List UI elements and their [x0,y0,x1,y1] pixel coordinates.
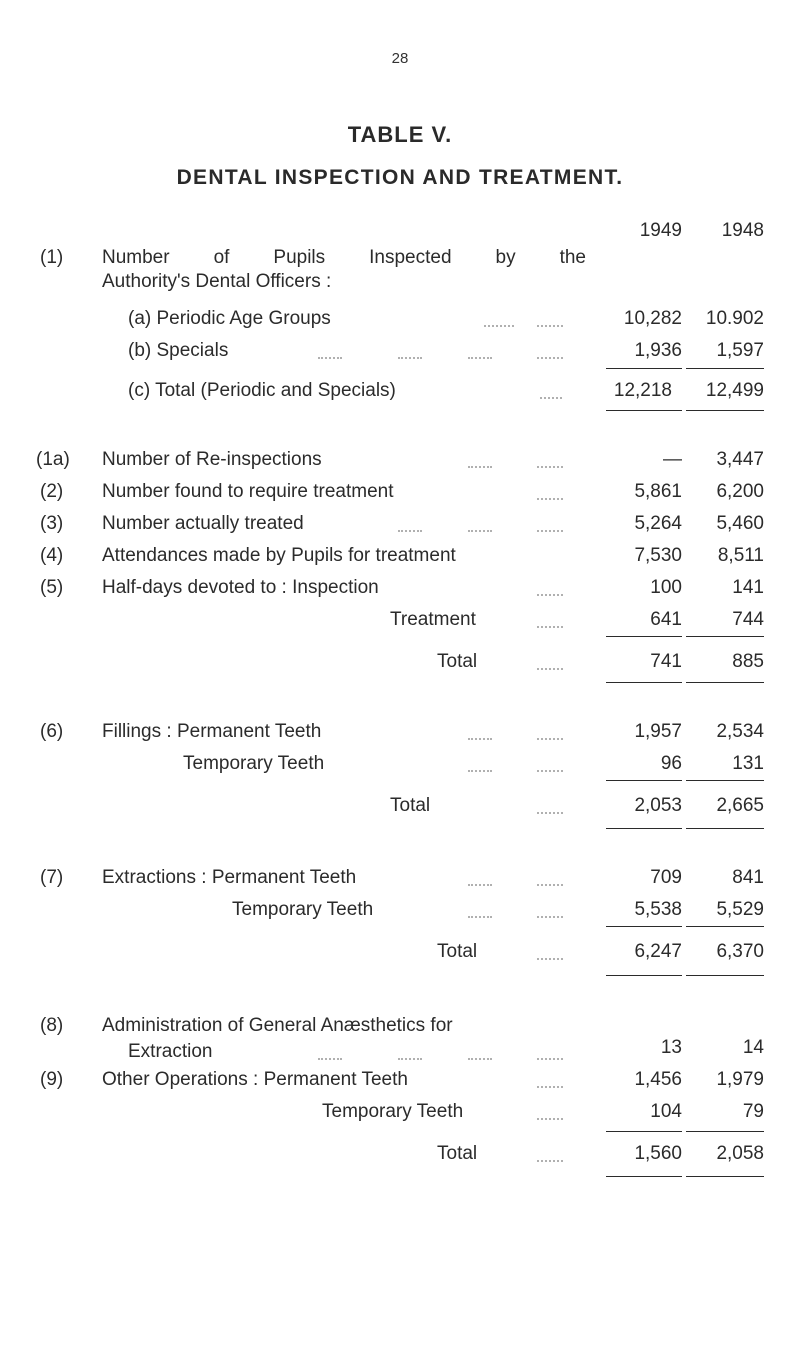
row-label: Number of Re-inspections [102,449,322,470]
value-1949: 2,053 [634,795,682,816]
value-1948: 8,511 [717,545,764,566]
row-number: (1) [40,247,64,268]
value-1949: — [663,449,682,470]
row-number: (2) [40,481,64,502]
value-1949: 104 [650,1101,682,1122]
value-1948: 2,665 [716,795,764,816]
leader-dots [537,355,563,359]
leader-dots [468,736,492,740]
leader-dots [537,592,563,596]
value-1949: 6,247 [634,941,682,962]
value-1948: 2,058 [716,1143,764,1164]
row-label: Temporary Teeth [183,753,325,774]
value-1948: 3,447 [716,449,764,470]
row-number: (5) [40,577,64,598]
row-label: Temporary Teeth [232,899,374,920]
leader-dots [537,882,563,886]
row-number: (3) [40,513,64,534]
row-label: (a) Periodic Age Groups [128,308,331,329]
value-1949: 5,861 [634,481,682,502]
sum-rule [606,682,682,683]
leader-dots [468,914,492,918]
sum-rule [606,368,682,369]
leader-dots [537,768,563,772]
leader-dots [537,528,563,532]
value-1949: 7,530 [634,545,682,566]
page-number: 28 [391,50,409,67]
value-1948: 5,529 [716,899,764,920]
leader-dots [318,1056,342,1060]
sum-rule [606,780,682,781]
value-1949: 1,936 [634,340,682,361]
row-label: Administration of General Anæsthetics for [102,1015,453,1036]
leader-dots [468,355,492,359]
value-1948: 10.902 [705,308,764,329]
row-label: Total [437,1143,478,1164]
value-1948: 141 [732,577,764,598]
leader-dots [398,355,422,359]
row-label: Extractions : Permanent Teeth [102,867,357,888]
row-label: Number actually treated [102,513,304,534]
value-1949: 641 [650,609,682,630]
leader-dots [537,956,563,960]
value-1949: 5,538 [634,899,682,920]
row-number: (4) [40,545,64,566]
table-subtitle: DENTAL INSPECTION AND TREATMENT. [176,166,624,189]
row-label: Total [437,651,478,672]
row-label: Attendances made by Pupils for treatment [102,545,456,566]
row-label: Treatment [390,609,476,630]
value-1948: 12,499 [705,380,764,401]
leader-dots [318,355,342,359]
value-1949: 12,218 [613,380,672,401]
value-1949: 96 [660,753,682,774]
leader-dots [537,496,563,500]
leader-dots [468,528,492,532]
row-number: (9) [40,1069,64,1090]
row-label: Other Operations : Permanent Teeth [102,1069,408,1090]
sum-rule [606,926,682,927]
leader-dots [537,1158,563,1162]
row-label: Total [437,941,478,962]
leader-dots [468,768,492,772]
leader-dots [537,914,563,918]
value-1948: 14 [742,1037,764,1058]
value-1949: 13 [660,1037,682,1058]
leader-dots [468,882,492,886]
value-1949: 1,560 [634,1143,682,1164]
sum-rule [686,1176,764,1177]
row-label: (b) Specials [128,340,229,361]
row-label: Authority's Dental Officers : [102,271,332,292]
table-title: TABLE V. [347,122,453,147]
value-1949: 1,957 [634,721,682,742]
value-1949: 741 [650,651,682,672]
value-1948: 885 [732,651,764,672]
value-1949: 1,456 [634,1069,682,1090]
row-label: (c) Total (Periodic and Specials) [128,380,396,401]
leader-dots [537,624,563,628]
sum-rule [686,368,764,369]
value-1949: 5,264 [634,513,682,534]
row-label: Temporary Teeth [322,1101,464,1122]
leader-dots [537,736,563,740]
leader-dots [537,464,563,468]
row-number: (1a) [36,449,70,470]
value-1949: 100 [650,577,682,598]
value-1948: 841 [732,867,764,888]
value-1948: 6,200 [716,481,764,502]
leader-dots [537,1084,563,1088]
value-1948: 1,597 [716,340,764,361]
row-label: Half-days devoted to : Inspection [102,577,379,598]
value-1948: 744 [732,609,764,630]
value-1949: 709 [650,867,682,888]
sum-rule [686,410,764,411]
leader-dots [468,464,492,468]
leader-dots [537,810,563,814]
column-header-1949: 1949 [639,220,682,241]
sum-rule [686,780,764,781]
sum-rule [606,975,682,976]
sum-rule [686,828,764,829]
value-1948: 2,534 [716,721,764,742]
sum-rule [606,410,682,411]
value-1948: 1,979 [716,1069,764,1090]
row-number: (8) [40,1015,64,1036]
leader-dots [537,1056,563,1060]
value-1948: 5,460 [716,513,764,534]
leader-dots [398,528,422,532]
leader-dots [398,1056,422,1060]
leader-dots [484,323,514,327]
leader-dots [537,1116,563,1120]
value-1948: 6,370 [716,941,764,962]
leader-dots [468,1056,492,1060]
sum-rule [686,636,764,637]
sum-rule [686,926,764,927]
leader-dots [537,666,563,670]
sum-rule [606,1131,682,1132]
sum-rule [686,975,764,976]
row-number: (7) [40,867,64,888]
value-1948: 79 [742,1101,764,1122]
sum-rule [606,1176,682,1177]
row-label: Number found to require treatment [102,481,394,502]
row-label: Extraction [128,1041,213,1062]
row-label: Fillings : Permanent Teeth [102,721,322,742]
value-1949: 10,282 [623,308,682,329]
row-label: Number of Pupils Inspected by the [102,247,586,268]
sum-rule [686,682,764,683]
row-number: (6) [40,721,64,742]
sum-rule [686,1131,764,1132]
column-header-1948: 1948 [721,220,764,241]
leader-dots [537,323,563,327]
sum-rule [606,636,682,637]
value-1948: 131 [732,753,764,774]
sum-rule [606,828,682,829]
row-label: Total [390,795,431,816]
